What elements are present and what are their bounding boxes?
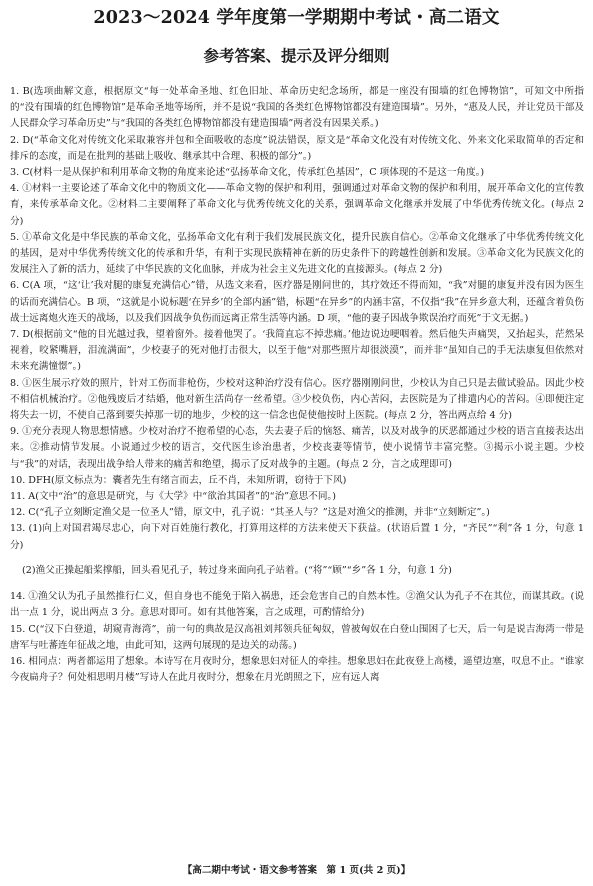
answer-item-13-2: (2)渔父正操起船桨撑船，回头看见孔子，转过身来面向孔子站着。(“将”“顾”“乡”各 1 分，句意 1 分) <box>22 565 452 577</box>
answer-item-5: 5. ①革命文化是中华民族的革命文化，弘扬革命文化有利于我们发展民族文化，提升民族自信心。②革命文化继承了中华优秀传统文化的基因，是对中华优秀传统文化的传承和升华，有利于实现民族精神在新的历史条件下的跨越性创新和发展。③革命文化为民族文化的发展注入了新的活力，延续了中华民族的文化血脉，并成为社会主义先进文化的直接源头。(每点 2 分) <box>10 231 584 276</box>
answer-item-16: 16. 相同点：两者都运用了想象。本诗写在月夜时分，想象思妇对征人的牵挂。想象思妇在此夜登上高楼，遥望边塞，叹息不止。“谁家今夜扁舟子？何处相思明月楼”写诗人在此月夜时分，想象在月光朗照之下，应有远人离 <box>10 656 584 684</box>
answer-item-10: 10. DFH(原文标点为：囊者先生有绪言而去，丘不肖，未知所谓，窃待于下风) <box>10 474 347 486</box>
answer-item-9: 9. ①充分表现人物思想情感。少校对治疗不抱希望的心态，失去妻子后的恼怒、痛苦，以及对战争的厌恶都通过少校的语言直接表达出来。②推动情节发展。小说通过少校的语言，交代医生诊治患者，少校丧妻等情节，使小说情节丰富完整。③揭示小说主题。少校与“我”的对话，表现出战争给人带来的痛苦和绝望，揭示了反对战争的主题。(每点 2 分，言之成理即可) <box>10 426 584 470</box>
answer-item-6: 6. C(A 项，“这‘让’我对腿的康复充满信心”错，从选文来看，医疗器是刚问世的，其疗效还不得而知，“我”对腿的康复并没有因为医生的话而充满信心。B 项，“这就是小说标题‘在异乡’的全部内涵”错，标题“在异乡”的内涵丰富，不仅指“我”在异乡意大利，还蕴含着负伤战士远离炮火连天的战场，以及我们因战争负伤而远离正常生活等内涵。D 项，“他的妻子因战争欺误治疗而死”于文无据。) <box>10 280 584 324</box>
answer-item-8: 8. ①医生展示疗效的照片，针对工伤而非枪伤，少校对这种治疗没有信心。医疗器刚刚问世，少校认为自己只是去做试验品。因此少校不相信机械治疗。②他残废后才结婚，他对新生活尚存一丝希望。③少校负伤，内心苦闷，去医院是为了排遣内心的苦闷。④即便注定将失去一切，不使自己落到要失掉那一切的地步，少校的这一信念也促使他按时上医院。(每点 2 分，答出两点给 4 分) <box>10 377 584 422</box>
answer-item-11: 11. A(文中“治”的意思是研究，与《大学》中“欲治其国者”的“治”意思不同。) <box>10 491 336 503</box>
answer-item-7: 7. D(根据前文“他的目光越过我，望着窗外。接着他哭了。‘我简直忘不掉悲痛。’他边说边哽咽着。然后他失声痛哭，又抬起头，茫然呆视着，咬紧嘴唇，泪流满面”，少校妻子的死对他打击很大，以至于他“对那些照片却很淡漠”，而并非“虽知自己的手无法康复但依然对未来充满憧憬”。) <box>10 329 584 373</box>
answer-item-12: 12. C(“孔子立刻断定渔父是一位圣人”错，原文中，孔子说：“其圣人与？”这是对渔父的推测，并非“立刻断定”。) <box>10 507 490 519</box>
answer-item-2: 2. D(“革命文化对传统文化采取兼容并包和全面吸收的态度”说法错误，原文是“革命文化没有对传统文化、外来文化采取简单的否定和排斥的态度，而是在批判的基础上吸收、继承其中合理、积极的部分”。) <box>10 134 584 162</box>
answer-item-3: 3. C(材料一是从保护和利用革命文物的角度来论述“弘扬革命文化，传承红色基因”，C 项体现的不是这一角度。) <box>10 167 485 179</box>
answer-item-1: 1. B(选项曲解文意，根据原文“每一处革命圣地、红色旧址、革命历史纪念场所，都是一座没有围墙的红色博物馆”，可知文中所指的“没有围墙的红色博物馆”是革命圣地等场所，并不是说“我国的各类红色博物馆都没有建造围墙”。另外，“惠及人民，并让党员干部及人民群众学习革命历史”与“我国的各类红色博物馆都没有建造围墙”两者没有因果关系。) <box>10 86 584 130</box>
answer-item-15: 15. C(“汉下白登道，胡窥青海湾”，前一句的典故是汉高祖刘邦领兵征匈奴，曾被匈奴在白登山围困了七天，后一句是说吉海湾一带是唐军与吐蕃连年征战之地，由此可知，这两句展现的是边关的动荡。) <box>10 623 584 651</box>
answer-list <box>10 84 584 687</box>
page-footer: 【高二期中考试・语文参考答案 第 1 页(共 2 页)】 <box>182 865 411 876</box>
answer-item-4: 4. ①材料一主要论述了革命文化中的物质文化——革命文物的保护和利用，强调通过对革命文物的保护和利用，展开革命文化的宣传教育，来传承革命文化。②材料二主要阐释了革命文化与优秀传统文化的关系，强调革命文化继承并发展了中华优秀传统文化。(每点 2 分) <box>10 183 584 227</box>
page-subtitle: 参考答案、提示及评分细则 <box>203 46 390 65</box>
page-title: 2023～2024 学年度第一学期期中考试・高二语文 <box>93 8 500 28</box>
answer-item-14: 14. ①渔父认为孔子虽然推行仁义，但自身也不能免于陷入祸患，还会危害自己的自然本性。②渔父认为孔子不在其位，而谋其政。(说出一点 1 分，说出两点 3 分。意思对即可。如有其他答案，言之成理，可酌情给分) <box>10 591 584 619</box>
answer-item-13-1: 13. (1)向上对国君竭尽忠心，向下对百姓施行教化，打算用这样的方法来使天下获益。(状语后置 1 分，“齐民”“利”各 1 分，句意 1 分) <box>10 523 584 551</box>
